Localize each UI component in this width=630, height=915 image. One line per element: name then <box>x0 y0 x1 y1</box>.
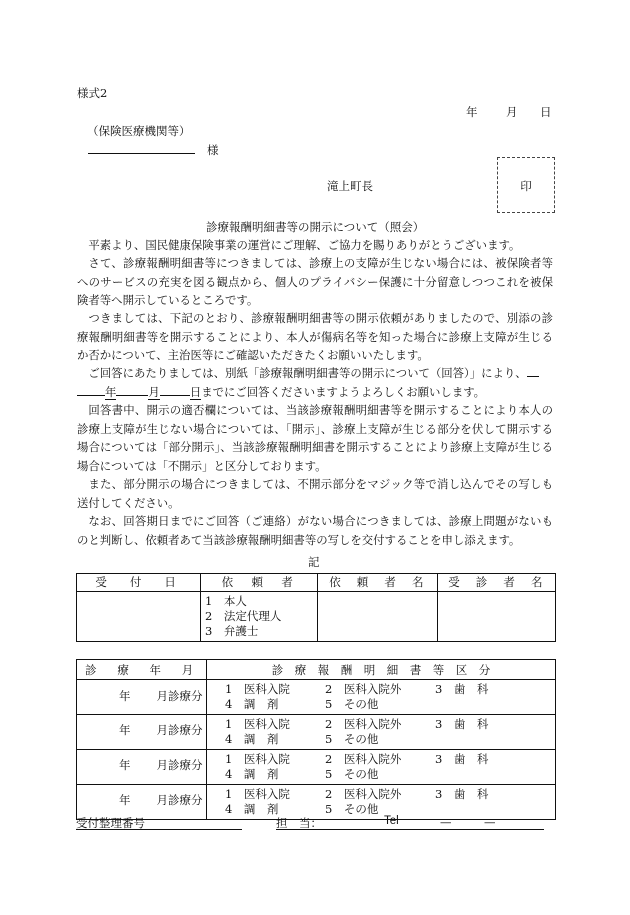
header-received-date: 受 付 日 <box>77 574 201 592</box>
claim-category-cell: 1 医科入院 2 医科入院外 3 歯 科 4 調 剤 5 その他 <box>207 750 556 785</box>
received-date-cell <box>77 592 201 642</box>
paragraph-4-tail: までにご回答くださいますようよろしくお願いします。 <box>201 384 486 399</box>
requester-options-cell <box>201 592 318 642</box>
seal-label: 印 <box>520 179 532 193</box>
staff-label: 担 当： <box>276 816 322 830</box>
paragraph-6: また、部分開示の場合につきましては、不開示部分をマジック等で消し込んでその写しも送付してください。 <box>77 477 553 510</box>
claim-category-cell: 1 医科入院 2 医科入院外 3 歯 科 4 調 剤 5 その他 <box>207 715 556 750</box>
deadline-month: 月 <box>148 384 160 399</box>
request-table <box>76 573 556 642</box>
claims-row <box>77 680 556 715</box>
document-title: 診療報酬明細書等の開示について（照会） <box>206 220 425 234</box>
deadline-day: 日 <box>189 384 202 399</box>
receipt-number-field <box>76 815 242 830</box>
paragraph-7: なお、回答期日までにご回答（ご連絡）がない場合につきましては、診療上問題がないものと判断し、依頼者あて当該診療報酬明細書等の写しを交付することを申し添えます。 <box>77 514 553 547</box>
header-patient-name: 受 診 者 名 <box>438 574 556 592</box>
staff-field <box>276 815 544 830</box>
paragraph-3: つきましては、下記のとおり、診療報酬明細書等の開示依頼がありましたので、別添の診療報酬明細書等を開示することにより、本人が傷病名等を知った場合に診療上支障が生じるか否かについて、主治医等にご確認いただきたくお願いいたします。 <box>77 311 553 362</box>
paragraph-5: 回答書中、開示の適否欄については、当該診療報酬明細書等を開示することにより本人の診療上支障が生じない場合については、「開示」、診療上支障が生じる部分を伏して開示する場合については「部分開示」、当該診療報酬明細書を開示することにより診療上支障が生じる場合については「不開示」と区分しております。 <box>77 403 553 473</box>
paragraph-2: さて、診療報酬明細書等につきましては、診療上の支障が生じない場合には、被保険者等へのサービスの充実を図る観点から、個人のプライバシー保護に十分留意しつつこれを被保険者等へ開示しているところです。 <box>77 256 553 307</box>
tel-label: Tel <box>384 815 399 827</box>
form-number: 様式2 <box>77 86 108 100</box>
addressee-honorific: 様 <box>207 143 219 157</box>
paragraph-1: 平素より、国民健康保険事業の運営にご理解、ご協力を賜りありがとうございます。 <box>88 238 521 252</box>
treatment-month-cell: 年 月診療分 <box>77 750 207 785</box>
header-requester-name: 依 頼 者 名 <box>318 574 438 592</box>
deadline-underline <box>527 366 539 377</box>
addressee-name-line <box>88 141 195 154</box>
requester-option-2: 2 法定代理人 <box>205 609 282 623</box>
header-treatment-month: 診 療 年 月 <box>77 660 207 680</box>
date-year: 年 <box>466 105 478 119</box>
header-claim-category: 診 療 報 酬 明 細 書 等 区 分 <box>207 660 556 680</box>
header-requester: 依 頼 者 <box>201 574 318 592</box>
requester-name-cell <box>318 592 438 642</box>
addressee-org: （保険医療機関等） <box>87 124 191 138</box>
paragraph-4-lead: ご回答にあたりましては、別紙「診療報酬明細書等の開示について（回答）」により、 <box>88 366 527 380</box>
date-month: 月 <box>506 105 518 119</box>
claims-row <box>77 715 556 750</box>
treatment-month-cell: 年 月診療分 <box>77 785 207 820</box>
deadline-blank-day <box>160 383 190 396</box>
tel-dash-2: — <box>484 815 496 829</box>
receipt-number-label: 受付整理番号 <box>76 816 145 830</box>
patient-name-cell <box>438 592 556 642</box>
requester-option-1: 1 本人 <box>205 594 247 608</box>
claim-category-cell: 1 医科入院 2 医科入院外 3 歯 科 4 調 剤 5 その他 <box>207 785 556 820</box>
sender: 滝上町長 <box>327 179 373 193</box>
deadline-blank-year <box>77 383 105 396</box>
claims-table <box>76 659 556 820</box>
claims-row <box>77 750 556 785</box>
ki-marker: 記 <box>308 555 320 569</box>
tel-dash-1: — <box>440 815 452 829</box>
paragraph-4 <box>77 364 553 401</box>
date-day: 日 <box>540 105 552 119</box>
claim-category-cell: 1 医科入院 2 医科入院外 3 歯 科 4 調 剤 5 その他 <box>207 680 556 715</box>
seal-box <box>497 157 555 213</box>
requester-option-3: 3 弁護士 <box>205 624 259 638</box>
deadline-blank-month <box>116 383 148 396</box>
treatment-month-cell: 年 月診療分 <box>77 680 207 715</box>
deadline-year: 年 <box>105 384 117 399</box>
treatment-month-cell: 年 月診療分 <box>77 715 207 750</box>
